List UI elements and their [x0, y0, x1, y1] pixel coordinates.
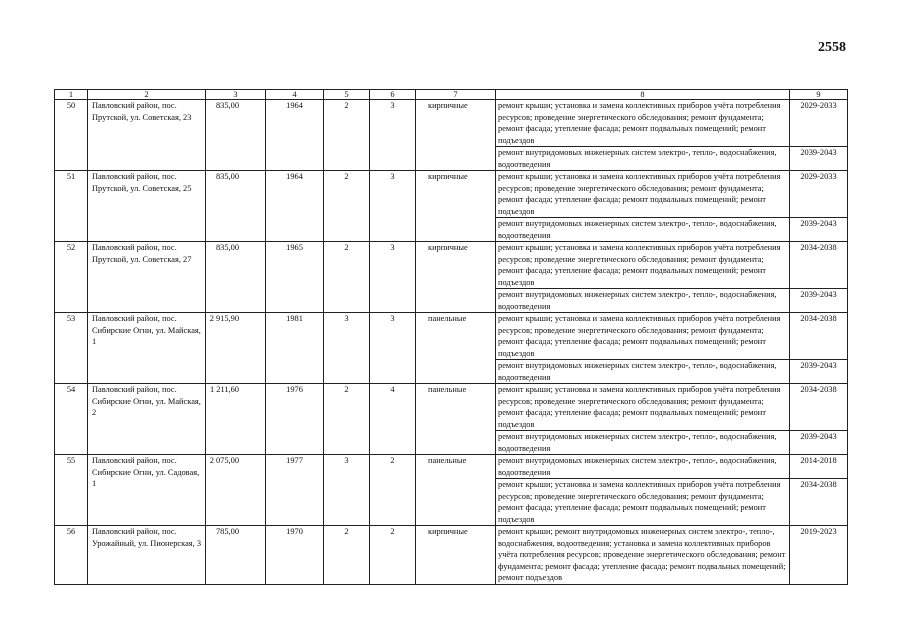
works-cell: ремонт крыши; установка и замена коллективных приборов учёта потребления ресурсов; проведение энергетического обследования; ремонт фундамента; ремонт фасада; утепление фасада; ремонт подвальных помещений; ремонт подъездов [496, 384, 790, 431]
works-cell: ремонт внутридомовых инженерных систем электро-, тепло-, водоснабжения, водоотведения [496, 147, 790, 171]
col6-cell: 2 [370, 526, 416, 585]
table-row [55, 100, 848, 147]
table-row [55, 242, 848, 289]
period-cell: 2039-2043 [790, 431, 848, 455]
address-cell: Павловский район, пос. Прутской, ул. Советская, 23 [88, 100, 206, 171]
material-cell: панельные [416, 455, 496, 526]
row-number-cell: 53 [55, 313, 88, 384]
period-cell: 2019-2023 [790, 526, 848, 585]
col5-cell: 2 [324, 242, 370, 313]
row-number-cell: 51 [55, 171, 88, 242]
row-number-cell: 55 [55, 455, 88, 526]
works-cell: ремонт крыши; установка и замена коллективных приборов учёта потребления ресурсов; проведение энергетического обследования; ремонт фундамента; ремонт фасада; утепление фасада; ремонт подвальных помещений; ремонт подъездов [496, 100, 790, 147]
column-number: 1 [55, 90, 88, 100]
works-cell: ремонт крыши; установка и замена коллективных приборов учёта потребления ресурсов; проведение энергетического обследования; ремонт фундамента; ремонт фасада; утепление фасада; ремонт подвальных помещений; ремонт подъездов [496, 242, 790, 289]
col6-cell: 2 [370, 455, 416, 526]
period-cell: 2039-2043 [790, 360, 848, 384]
row-number-cell: 56 [55, 526, 88, 585]
col6-cell: 3 [370, 171, 416, 242]
year-cell: 1964 [266, 100, 324, 171]
address-cell: Павловский район, пос. Урожайный, ул. Пионерская, 3 [88, 526, 206, 585]
table-row [55, 526, 848, 585]
col6-cell: 3 [370, 100, 416, 171]
column-number: 7 [416, 90, 496, 100]
works-cell: ремонт внутридомовых инженерных систем электро-, тепло-, водоснабжения, водоотведения [496, 289, 790, 313]
col5-cell: 3 [324, 313, 370, 384]
col5-cell: 2 [324, 100, 370, 171]
column-number: 8 [496, 90, 790, 100]
area-cell: 1 211,60 [206, 384, 266, 455]
period-cell: 2029-2033 [790, 171, 848, 218]
capital-repair-table [54, 89, 848, 585]
works-cell: ремонт внутридомовых инженерных систем электро-, тепло-, водоснабжения, водоотведения [496, 360, 790, 384]
material-cell: кирпичные [416, 526, 496, 585]
address-cell: Павловский район, пос. Сибирские Огни, ул. Майская, 1 [88, 313, 206, 384]
column-number: 5 [324, 90, 370, 100]
table-row [55, 313, 848, 360]
material-cell: кирпичные [416, 100, 496, 171]
period-cell: 2039-2043 [790, 218, 848, 242]
row-number-cell: 54 [55, 384, 88, 455]
table-row [55, 171, 848, 218]
col5-cell: 2 [324, 171, 370, 242]
works-cell: ремонт крыши; ремонт внутридомовых инженерных систем электро-, тепло-, водоснабжения, водоотведения; установка и замена коллективных приборов учёта потребления ресурсов; проведение энергетического обследования; ремонт фундамента; ремонт фасада; утепление фасада; ремонт подвальных помещений; ремонт подъездов [496, 526, 790, 585]
col5-cell: 2 [324, 384, 370, 455]
column-number: 3 [206, 90, 266, 100]
address-cell: Павловский район, пос. Прутской, ул. Советская, 27 [88, 242, 206, 313]
col6-cell: 3 [370, 313, 416, 384]
col5-cell: 3 [324, 455, 370, 526]
area-cell: 2 915,90 [206, 313, 266, 384]
period-cell: 2034-2038 [790, 384, 848, 431]
address-cell: Павловский район, пос. Сибирские Огни, ул. Майская, 2 [88, 384, 206, 455]
material-cell: кирпичные [416, 242, 496, 313]
column-number: 9 [790, 90, 848, 100]
table-row [55, 384, 848, 431]
material-cell: панельные [416, 384, 496, 455]
column-number: 6 [370, 90, 416, 100]
period-cell: 2039-2043 [790, 289, 848, 313]
material-cell: панельные [416, 313, 496, 384]
area-cell: 835,00 [206, 100, 266, 171]
works-cell: ремонт крыши; установка и замена коллективных приборов учёта потребления ресурсов; проведение энергетического обследования; ремонт фундамента; ремонт фасада; утепление фасада; ремонт подвальных помещений; ремонт подъездов [496, 313, 790, 360]
page-number: 2558 [818, 40, 846, 55]
table-row [55, 455, 848, 479]
year-cell: 1977 [266, 455, 324, 526]
col6-cell: 3 [370, 242, 416, 313]
works-cell: ремонт крыши; установка и замена коллективных приборов учёта потребления ресурсов; проведение энергетического обследования; ремонт фундамента; ремонт фасада; утепление фасада; ремонт подвальных помещений; ремонт подъездов [496, 171, 790, 218]
works-cell: ремонт крыши; установка и замена коллективных приборов учёта потребления ресурсов; проведение энергетического обследования; ремонт фундамента; ремонт фасада; утепление фасада; ремонт подвальных помещений; ремонт подъездов [496, 479, 790, 526]
area-cell: 835,00 [206, 171, 266, 242]
year-cell: 1964 [266, 171, 324, 242]
col6-cell: 4 [370, 384, 416, 455]
area-cell: 835,00 [206, 242, 266, 313]
period-cell: 2029-2033 [790, 100, 848, 147]
year-cell: 1976 [266, 384, 324, 455]
year-cell: 1981 [266, 313, 324, 384]
period-cell: 2034-2038 [790, 479, 848, 526]
works-cell: ремонт внутридомовых инженерных систем электро-, тепло-, водоснабжения, водоотведения [496, 455, 790, 479]
column-number-row [55, 90, 848, 100]
works-cell: ремонт внутридомовых инженерных систем электро-, тепло-, водоснабжения, водоотведения [496, 431, 790, 455]
period-cell: 2034-2038 [790, 242, 848, 289]
area-cell: 785,00 [206, 526, 266, 585]
row-number-cell: 50 [55, 100, 88, 171]
material-cell: кирпичные [416, 171, 496, 242]
column-number: 4 [266, 90, 324, 100]
works-cell: ремонт внутридомовых инженерных систем электро-, тепло-, водоснабжения, водоотведения [496, 218, 790, 242]
year-cell: 1970 [266, 526, 324, 585]
period-cell: 2039-2043 [790, 147, 848, 171]
col5-cell: 2 [324, 526, 370, 585]
year-cell: 1965 [266, 242, 324, 313]
column-number: 2 [88, 90, 206, 100]
address-cell: Павловский район, пос. Сибирские Огни, ул. Садовая, 1 [88, 455, 206, 526]
period-cell: 2034-2038 [790, 313, 848, 360]
address-cell: Павловский район, пос. Прутской, ул. Советская, 25 [88, 171, 206, 242]
row-number-cell: 52 [55, 242, 88, 313]
area-cell: 2 075,00 [206, 455, 266, 526]
period-cell: 2014-2018 [790, 455, 848, 479]
